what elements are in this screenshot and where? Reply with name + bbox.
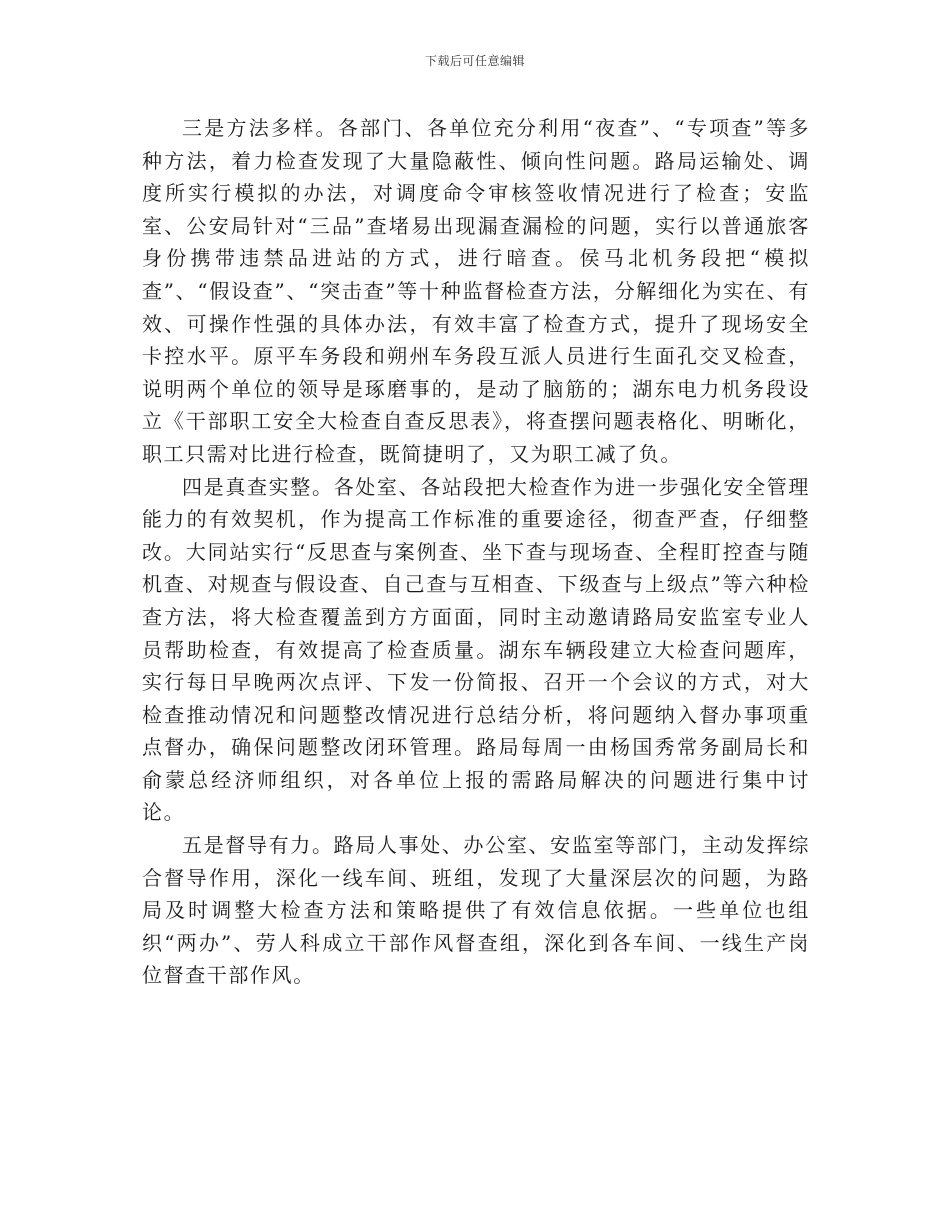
paragraph-supervision: 五是督导有力。路局人事处、办公室、安监室等部门，主动发挥综合督导作用，深化一线车间、班组，发现了大量深层次的问题，为路局及时调整大检查方法和策略提供了有效信息依据。一些单位也组织“两办”、劳人科成立干部作风督查组，深化到各车间、一线生产岗位督查干部作风。 [142, 833, 810, 988]
page-header: 下载后可任意编辑 [424, 54, 525, 68]
paragraph-inspection: 四是真查实整。各处室、各站段把大检查作为进一步强化安全管理能力的有效契机，作为提高工作标准的重要途径，彻查严查，仔细整改。大同站实行“反思查与案例查、坐下查与现场查、全程盯控查与随机查、对规查与假设查、自己查与互相查、下级查与上级点”等六种检查方法，将大检查覆盖到方方面面，同时主动邀请路局安监室专业人员帮助检查，有效提高了检查质量。湖东车辆段建立大检查问题库，实行每日早晚两次点评、下发一份简报、召开一个会议的方式，对大检查推动情况和问题整改情况进行总结分析，将问题纳入督办事项重点督办，确保问题整改闭环管理。路局每周一由杨国秀常务副局长和俞蒙总经济师组织，对各单位上报的需路局解决的问题进行集中讨论。 [142, 474, 810, 825]
document-body [142, 112, 810, 992]
paragraph-methods: 三是方法多样。各部门、各单位充分利用“夜查”、“专项查”等多种方法，着力检查发现了大量隐蔽性、倾向性问题。路局运输处、调度所实行模拟的办法，对调度命令审核签收情况进行了检查；安监室、公安局针对“三品”查堵易出现漏查漏检的问题，实行以普通旅客身份携带违禁品进站的方式，进行暗查。侯马北机务段把“模拟查”、“假设查”、“突击查”等十种监督检查方法，分解细化为实在、有效、可操作性强的具体办法，有效丰富了检查方式，提升了现场安全卡控水平。原平车务段和朔州车务段互派人员进行生面孔交叉检查，说明两个单位的领导是琢磨事的，是动了脑筋的；湖东电力机务段设立《干部职工安全大检查自查反思表》，将查摆问题表格化、明晰化，职工只需对比进行检查，既简捷明了，又为职工减了负。 [142, 116, 810, 466]
